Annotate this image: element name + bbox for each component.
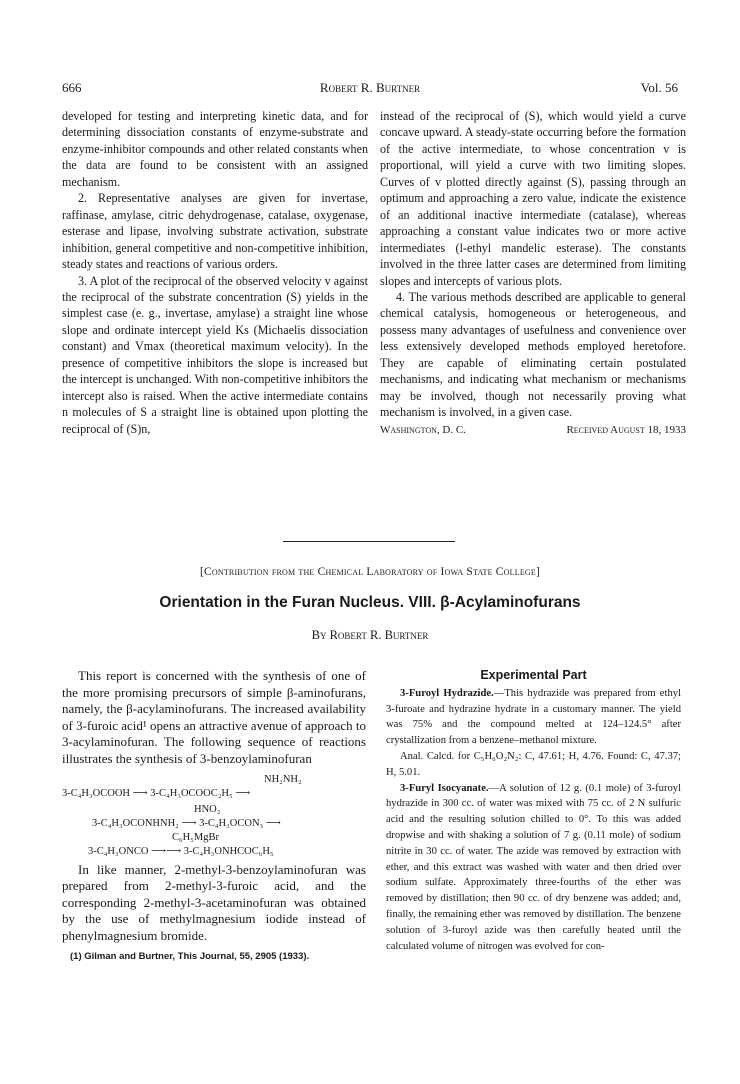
byline: By Robert R. Burtner (311, 628, 429, 642)
reaction-scheme (62, 772, 366, 860)
signoff-received: Received August 18, 1933 (566, 423, 686, 436)
reaction-step: 3-C₄H₃ONCO ⟶⟶ 3-C₄H₃ONHCOC₆H₅ (88, 845, 274, 857)
section-heading: Experimental Part (480, 668, 587, 682)
page-number: 666 (62, 80, 82, 95)
signoff (380, 422, 686, 438)
paragraph: In like manner, 2-methyl-3-benzoylaminofuran was prepared from 2-methyl-3-furoic acid, and the corresponding 2-methyl-3-acetaminofuran was obtained by the use of methylmagnesium iodide instead of phenylmagnesium bromide. (62, 861, 366, 943)
signoff-place: Washington, D. C. (380, 423, 466, 436)
reaction-step: 3-C₄H₃OCONHNH₂ ⟶ 3-C₄H₃OCON₃ ⟶ (92, 817, 281, 829)
paragraph: 2. Representative analyses are given for invertase, raffinase, amylase, citric dehydrogenase, catalase, oxygenase, esterase and lipase, involving substrate activation, substrate inhibition, general competitive and non-competitive inhibition, steady states and reactions of various orders. (62, 191, 368, 272)
reagent-label: NH₂NH₂ (264, 773, 302, 785)
experimental-column (386, 668, 681, 954)
paragraph: 4. The various methods described are applicable to general chemical catalysis, homogeneous or heterogeneous, and possess many advantages of usefulness and convenience over less extensively developed methods employed heretofore. They are capable of eliminating certain postulated mechanisms, and indicating what mechanism or mechanisms may be involved, though not necessarily proving what mechanism is involved, in a given case. (380, 289, 686, 420)
paragraph: 3-Furyl Isocyanate.—A solution of 12 g. (0.1 mole) of 3-furoyl hydrazide in 300 cc. of water was mixed with 75 cc. of 2 N sulfuric acid and the resulting solution chilled to 0°. To this was added dropwise and with shaking a solution of 7 g. (0.11 mole) of sodium nitrite in 30 cc. of water. The azide was removed by extraction with ether, and this extract was washed with water and then dried over sodium sulfate. Approximately three-fourths of the ether was removed by distillation; then 90 cc. of dry benzene was added; and, finally, the remaining ether was removed by distillation. The benzene solution of 3-furoyl azide was then carefully heated until the calculated volume of nitrogen was evolved for con- (386, 782, 682, 952)
reaction-step: 3-C₄H₃OCOOH ⟶ 3-C₄H₃OCOOC₂H₅ ⟶ (62, 787, 251, 799)
paragraph: instead of the reciprocal of (S), which would yield a curve concave upward. A steady-state occurring before the formation of the active intermediate, to whose concentration v is proportional, will yield a curve with two limiting slopes. Curves of v plotted directly against (S), passing through an optimum and approaching a zero value, indicate the existence of an additional inactive intermediate (catalase), whereas approaching a constant value indicates two or more active intermediates (l-ethyl mandelic esterase). The constants involved in the three latter cases are determined from limiting slopes and intercepts of various plots. (380, 109, 686, 288)
paragraph: 3. A plot of the reciprocal of the observed velocity v against the reciprocal of the substrate concentration (S) yields in the simplest case (e. g., invertase, amylase) a straight line whose slope and ordinate intercept yield Ks (Michaelis dissociation constant) and Vmax (theoretical maximum velocity). In the presence of competitive inhibitors the slope is increased but the intercept is unchanged. With non-competitive inhibitors the intercept also is raised. When the active intermediate contains n molecules of S a straight line is obtained upon plotting the reciprocal of (S)n, (62, 273, 368, 436)
reagent-label: C₆H₅MgBr (172, 831, 219, 843)
analysis-line: Anal. Calcd. for C₅H₆O₂N₂: C, 47.61; H, 4.76. Found: C, 47.37; H, 5.01. (386, 750, 681, 778)
intro-column (62, 668, 366, 965)
top-left-column (62, 108, 368, 437)
paragraph: developed for testing and interpreting kinetic data, and for determining dissociation constants of enzyme-substrate and enzyme-inhibitor compounds and other related constants when the data are found to be consistent with an assigned mechanism. (62, 109, 368, 189)
contribution-line: [Contribution from the Chemical Laboratory of Iowa State College] (199, 566, 540, 578)
article-title: Orientation in the Furan Nucleus. VIII. β-Acylaminofurans (159, 594, 581, 611)
footnote: (1) Gilman and Burtner, This Journal, 55, 2905 (1933). (70, 950, 310, 962)
top-right-column (380, 108, 686, 438)
running-head-author: Robert R. Burtner (319, 80, 421, 95)
section-divider (283, 541, 455, 542)
paragraph: 3-Furoyl Hydrazide.—This hydrazide was prepared from ethyl 3-furoate and hydrazine hydrate in a customary manner. The yield was 75% and the compound melted at 124–124.5° after crystallization from a benzene–methanol mixture. (386, 687, 681, 747)
intro-paragraph: This report is concerned with the synthesis of one of the more promising precursors of simple β-aminofurans, namely, the β-acylaminofurans. The increased availability of 3-furoic acid¹ opens an attractive avenue of approach to 3-acylaminofuran. The following sequence of reactions illustrates the synthesis of 3-benzoylaminofuran (62, 668, 366, 766)
reagent-label: HNO₂ (194, 803, 221, 815)
volume-label: Vol. 56 (640, 80, 678, 95)
